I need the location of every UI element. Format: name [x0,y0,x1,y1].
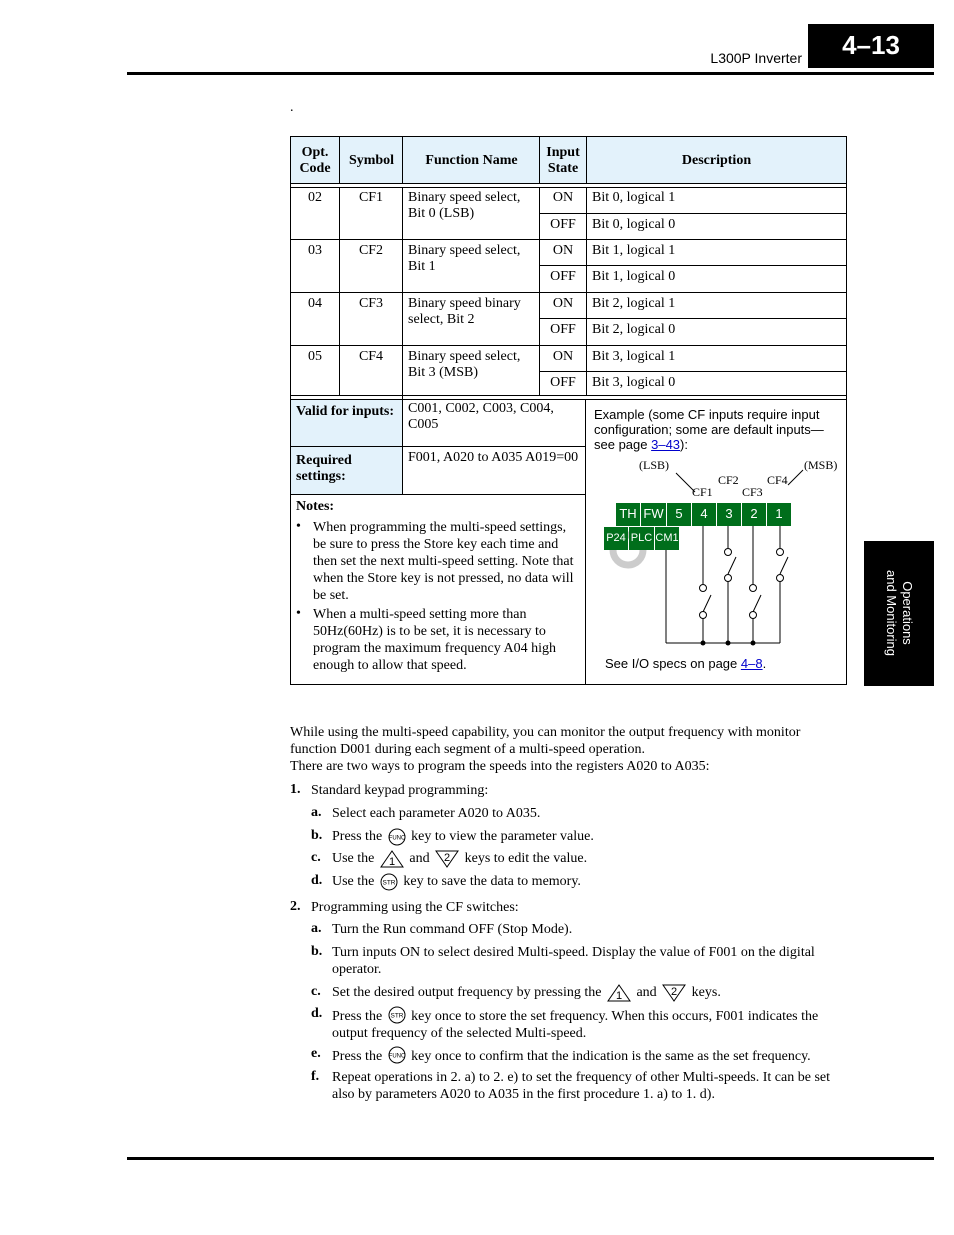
io-specs-text: See I/O specs on page 4–8. [605,656,767,671]
terminal-5: 5 [667,503,691,526]
row-04-on: ON [552,296,574,311]
notes-label: Notes: [296,499,335,514]
side-tab-line2: and Monitoring [884,570,899,656]
terminal-p24: P24 [604,527,628,550]
step-2d-letter: d. [311,1006,323,1021]
svg-text:FUNC: FUNC [388,1053,406,1060]
svg-text:1: 1 [388,856,395,868]
step-2a-letter: a. [311,921,322,936]
row-02-code: 02 [308,190,322,205]
svg-text:2: 2 [444,852,451,864]
step-2b-letter: b. [311,944,323,959]
required-value: F001, A020 to A035 A019=00 [408,450,579,465]
row-05-on: ON [552,349,574,364]
svg-text:1: 1 [615,990,622,1002]
top-rule [127,72,934,75]
step-1b-letter: b. [311,828,323,843]
svg-text:FUNC: FUNC [388,835,406,842]
terminal-th: TH [616,503,640,526]
step-2c-letter: c. [311,984,321,999]
row-02-on-desc: Bit 0, logical 1 [592,190,676,205]
row-05-symbol: CF4 [358,349,384,364]
up-key-icon [380,850,404,868]
example-text: Example (some CF inputs require input configuration; some are default inputs—see page 3–43): [594,407,824,452]
row-02-name: Binary speed select, Bit 0 (LSB) [408,190,521,221]
row-03-off-desc: Bit 1, logical 0 [592,269,676,284]
header-title: L300P Inverter [710,50,802,66]
intro-line-2: There are two ways to program the speeds into the registers A020 to A035: [290,759,710,774]
label-cf3: CF3 [742,485,763,499]
required-label: Required settings: [296,453,352,484]
row-02-off-desc: Bit 0, logical 0 [592,217,676,232]
down-key-icon [662,984,686,1002]
label-cf4: CF4 [767,473,788,487]
svg-text:STR: STR [390,1012,404,1020]
label-cf1: CF1 [692,485,713,499]
row-04-on-desc: Bit 2, logical 1 [592,296,676,311]
intro-paragraph: While using the multi-speed capability, you can monitor the output frequency with monitor function D001 during each segment of a multi-speed operation. [290,725,801,757]
step-2-number: 2. [290,899,301,914]
function-table: Opt. Code Symbol Function Name Input State Description 02 CF1 Binary speed select, Bit 0 (LSB) ON Bit 0, logical 1 OFF Bit 0, logical 0 03 CF2 Binary speed select, Bit 1 ON Bit 1, logical 1 OFF Bit 1, logical 0 04 CF3 Binary speed binary select, Bit 2 ON Bit 2, logical 1 OFF Bit 2, logical 0 05 CF4 Binary speed select, Bit 3 (MSB) ON Bit 3, logical 1 OFF Bit 3, logical 0 Valid for inputs: C001, C002, C003, C004, C005 Required settings: F001, A020 to A035 A019=00 Notes: • When programming the multi-speed settings, be sure to press the Store key each time and then set the next multi-speed setting. Note that when the Store key is not pressed, no data will be set. • When a multi-speed setting more than 50Hz(60Hz) is to be set, it is necessary to program the maximum frequency A04 high enough to allow that speed. Example (some CF inputs require input configuration; some are default inputs—see page 3–43): See I/O specs on page 4–8. [290,136,847,685]
example-page-link[interactable]: 3–43 [651,437,681,452]
row-02-symbol: CF1 [358,190,384,205]
valid-value: C001, C002, C003, C004, C005 [408,401,554,432]
step-1a-text: Select each parameter A020 to A035. [332,806,541,821]
step-1b-text: Press the FUNC key to view the parameter value. [332,829,594,845]
note-2: When a multi-speed setting more than 50Hz(60Hz) is to be set, it is necessary to program the maximum frequency A04 high enough to allow that speed. [313,607,556,673]
up-key-icon [607,984,631,1002]
row-03-on: ON [552,243,574,258]
step-2e-text: Press the FUNC key once to confirm that the indication is the same as the set frequency. [332,1046,846,1065]
row-04-name: Binary speed binary select, Bit 2 [408,296,521,327]
side-tab-line1: Operations [900,581,915,645]
func-key-icon [388,828,406,846]
store-key-icon [380,873,398,891]
terminal-4: 4 [692,503,716,526]
terminal-3: 3 [717,503,741,526]
svg-text:STR: STR [382,879,396,887]
terminal-2: 2 [742,503,766,526]
header-description: Description [681,152,752,168]
side-tab [864,541,934,686]
row-04-symbol: CF3 [358,296,384,311]
header-input-state: Input State [546,144,580,176]
terminal-1: 1 [767,503,791,526]
row-03-name: Binary speed select, Bit 1 [408,243,521,274]
step-2b-text: Turn inputs ON to select desired Multi-speed. Display the value of F001 on the digital operator. [332,945,815,977]
store-key-icon [388,1006,406,1024]
label-cf2: CF2 [718,473,739,487]
func-key-icon [388,1046,406,1064]
step-1a-letter: a. [311,805,322,820]
io-specs-page-link[interactable]: 4–8 [740,656,763,671]
header-function-name: Function Name [425,152,518,168]
terminal-plc: PLC [629,527,654,550]
row-04-off: OFF [550,322,576,337]
bottom-rule [127,1157,934,1160]
svg-text:2: 2 [671,986,678,998]
row-03-on-desc: Bit 1, logical 1 [592,243,676,258]
step-2f-letter: f. [311,1069,320,1084]
step-1c-text: Use the 1 and 2 keys to edit the value. [332,851,588,868]
stray-dot: . [290,100,294,115]
header-symbol: Symbol [348,152,395,168]
step-1d-letter: d. [311,873,323,888]
row-05-on-desc: Bit 3, logical 1 [592,349,676,364]
label-msb: (MSB) [804,458,838,472]
step-1-number: 1. [290,782,301,797]
row-04-code: 04 [308,296,322,311]
row-02-on: ON [552,190,574,205]
row-05-off-desc: Bit 3, logical 0 [592,375,676,390]
row-05-name: Binary speed select, Bit 3 (MSB) [408,349,521,380]
row-03-code: 03 [308,243,322,258]
step-2f-text: Repeat operations in 2. a) to 2. e) to set the frequency of other Multi-speeds. It can be set also by parameters A020 to A035 in the first procedure 1. a) to 1. d). [332,1070,831,1102]
step-2-title: Programming using the CF switches: [311,900,519,915]
step-1-title: Standard keypad programming: [311,783,489,798]
row-03-symbol: CF2 [358,243,384,258]
terminal-fw: FW [641,503,666,526]
label-lsb: (LSB) [639,458,669,472]
wiring-lines [600,460,840,650]
step-2e-letter: e. [311,1046,321,1061]
row-05-off: OFF [550,375,576,390]
down-key-icon [435,850,459,868]
row-05-code: 05 [308,349,322,364]
row-03-off: OFF [550,269,576,284]
page-number: 4–13 [808,24,934,68]
header-opt-code: Opt. Code [299,144,331,176]
step-2c-text: Set the desired output frequency by pressing the 1 and 2 keys. [332,985,721,1002]
step-2d-text: Press the STR key once to store the set frequency. When this occurs, F001 indicates the output frequency of the selected Multi-speed. [332,1006,846,1042]
row-02-off: OFF [550,217,576,232]
row-04-off-desc: Bit 2, logical 0 [592,322,676,337]
note-1: When programming the multi-speed settings, be sure to press the Store key each time and then set the next multi-speed setting. Note that when the Store key is not pressed, no data will be set. [313,520,574,603]
step-1c-letter: c. [311,850,321,865]
step-1d-text: Use the STR key to save the data to memory. [332,874,581,890]
valid-label: Valid for inputs: [296,404,395,419]
step-2a-text: Turn the Run command OFF (Stop Mode). [332,922,573,937]
terminal-cm1: CM1 [655,527,679,550]
